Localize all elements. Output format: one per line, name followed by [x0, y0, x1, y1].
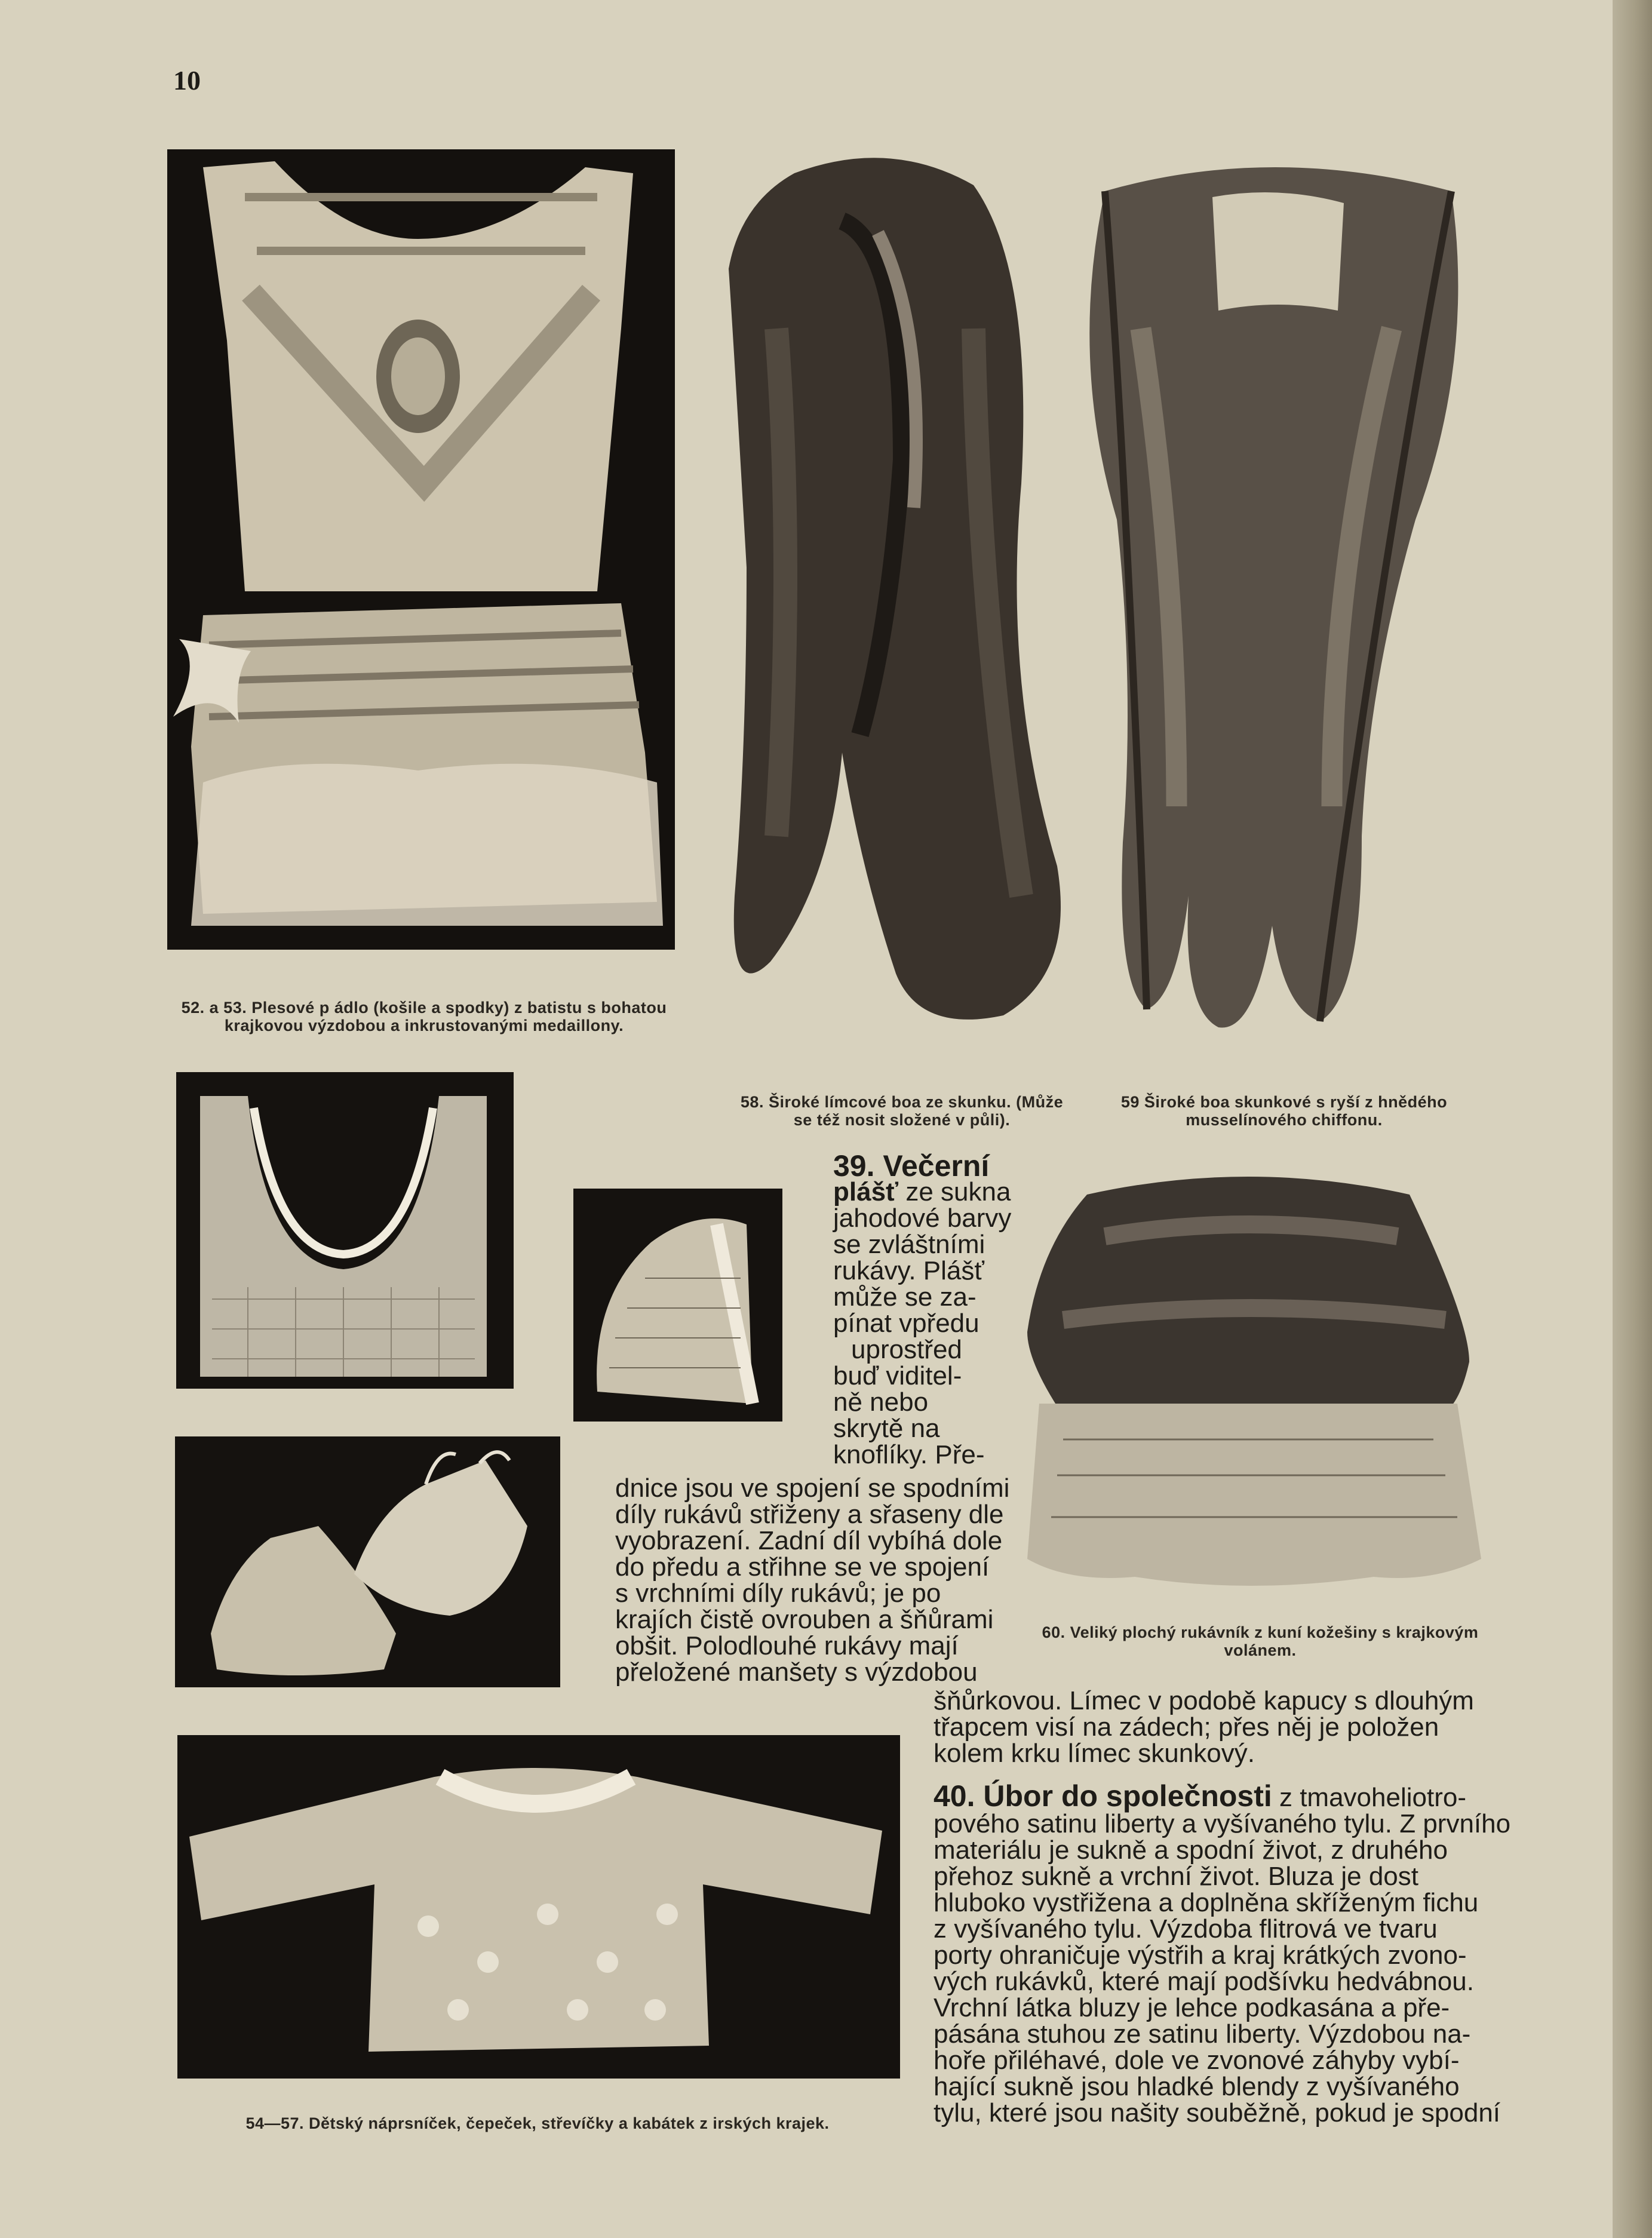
article-line: kolem krku límec skunkový.	[934, 1739, 1255, 1768]
article-line: hluboko vystřižena a doplněna skříženým fichu	[934, 1888, 1479, 1917]
caption-52-53	[167, 999, 681, 1034]
article-line: hající sukně jsou hladké blendy z vyšívaného	[934, 2072, 1460, 2101]
article-line: uprostřed	[851, 1335, 962, 1364]
caption-59	[1117, 1093, 1451, 1129]
article-line: šňůrkovou. Límec v podobě kapucy s dlouhým	[934, 1686, 1474, 1715]
caption-line: 58. Široké límcové boa ze skunku. (Může	[740, 1093, 1064, 1111]
article-line: se zvláštními	[833, 1230, 985, 1259]
lace-bonnet-image	[573, 1189, 782, 1422]
article-40	[934, 1779, 1511, 2128]
article-39-middle	[615, 1475, 1009, 1686]
caption-line: se též nosit složené v půli).	[793, 1111, 1011, 1129]
article-line: porty ohraničuje výstřih a kraj krátkých zvono-	[934, 1941, 1467, 1970]
fur-boa-ruffle-image	[1081, 149, 1463, 1057]
caption-line: volánem.	[1224, 1641, 1297, 1659]
lace-collar-image	[176, 1072, 514, 1389]
article-39-end	[934, 1688, 1486, 1767]
article-line: rukávy. Plášť	[833, 1256, 984, 1285]
lace-booties-image	[175, 1436, 560, 1687]
caption-line: krajkovou výzdobou a inkrustovanými medaillony.	[224, 1017, 624, 1034]
article-line: pového satinu liberty a vyšívaného tylu. Z prvního	[934, 1809, 1511, 1838]
article-line: ně nebo	[833, 1387, 929, 1417]
article-line: plášť ze sukna	[833, 1177, 1011, 1207]
article-line: může se za-	[833, 1282, 977, 1312]
article-line: s vrchními díly rukávů; je po	[615, 1579, 941, 1608]
caption-line: 60. Veliký plochý rukávník z kuní kožešiny s krajkovým	[1042, 1623, 1479, 1641]
page-number: 10	[173, 65, 201, 96]
lace-jacket-image	[177, 1735, 900, 2079]
article-39	[833, 1149, 1024, 1469]
article-line: buď viditel-	[833, 1361, 962, 1390]
article-line: vých rukávků, které mají podšívku hedvábnou.	[934, 1967, 1474, 1996]
caption-60	[1033, 1623, 1487, 1659]
caption-54-57	[179, 2114, 896, 2132]
article-line: jahodové barvy	[833, 1204, 1012, 1233]
article-line: tylu, které jsou našity souběžně, pokud je spodní	[934, 2098, 1501, 2128]
article-line: pínat vpředu	[833, 1309, 979, 1338]
article-line: dnice jsou ve spojení se spodními	[615, 1473, 1010, 1503]
article-line: knoflíky. Pře-	[833, 1440, 985, 1469]
fur-muff-image	[1015, 1165, 1481, 1595]
article-40-heading: 40. Úbor do společnosti	[934, 1779, 1272, 1813]
article-line: hoře přiléhavé, dole ve zvonové záhyby vybí-	[934, 2046, 1460, 2075]
lingerie-image	[167, 149, 675, 950]
article-line: krajích čistě ovrouben a šňůrami	[615, 1605, 994, 1634]
article-line: přehoz sukně a vrchní život. Bluza je dost	[934, 1862, 1418, 1891]
article-line: díly rukávů střiženy a sřaseny dle	[615, 1500, 1004, 1529]
article-line: vyobrazení. Zadní díl vybíhá dole	[615, 1526, 1003, 1555]
caption-line: 52. a 53. Plesové p ádlo (košile a spodky) z batistu s bohatou	[181, 999, 667, 1017]
fur-boa-image	[723, 149, 1075, 1021]
caption-line: 59 Široké boa skunkové s ryší z hnědého	[1120, 1093, 1448, 1111]
article-line: pásána stuhou ze satinu liberty. Výzdobou na-	[934, 2019, 1471, 2049]
article-line: Vrchní látka bluzy je lehce podkasána a pře-	[934, 1993, 1450, 2022]
page-edge	[1613, 0, 1652, 2238]
caption-line: musselínového chiffonu.	[1186, 1111, 1383, 1129]
article-line: do předu a střihne se ve spojení	[615, 1552, 990, 1582]
caption-58	[711, 1093, 1093, 1129]
article-line: skrytě na	[833, 1414, 940, 1443]
caption-line: 54—57. Dětský náprsníček, čepeček, střevíčky a kabátek z irských krajek.	[245, 2114, 830, 2132]
article-line: materiálu je sukně a spodní život, z druhého	[934, 1835, 1448, 1865]
article-line: z vyšívaného tylu. Výzdoba flitrová ve tvaru	[934, 1914, 1438, 1944]
article-39-heading: 39. Večerní	[833, 1149, 990, 1183]
article-line: třapcem visí na zádech; přes něj je položen	[934, 1712, 1439, 1742]
article-40-first-line: 40. Úbor do společnosti z tmavoheliotro-	[934, 1779, 1466, 1813]
article-line: přeložené manšety s výzdobou	[615, 1657, 978, 1687]
article-line: obšit. Polodlouhé rukávy mají	[615, 1631, 959, 1660]
